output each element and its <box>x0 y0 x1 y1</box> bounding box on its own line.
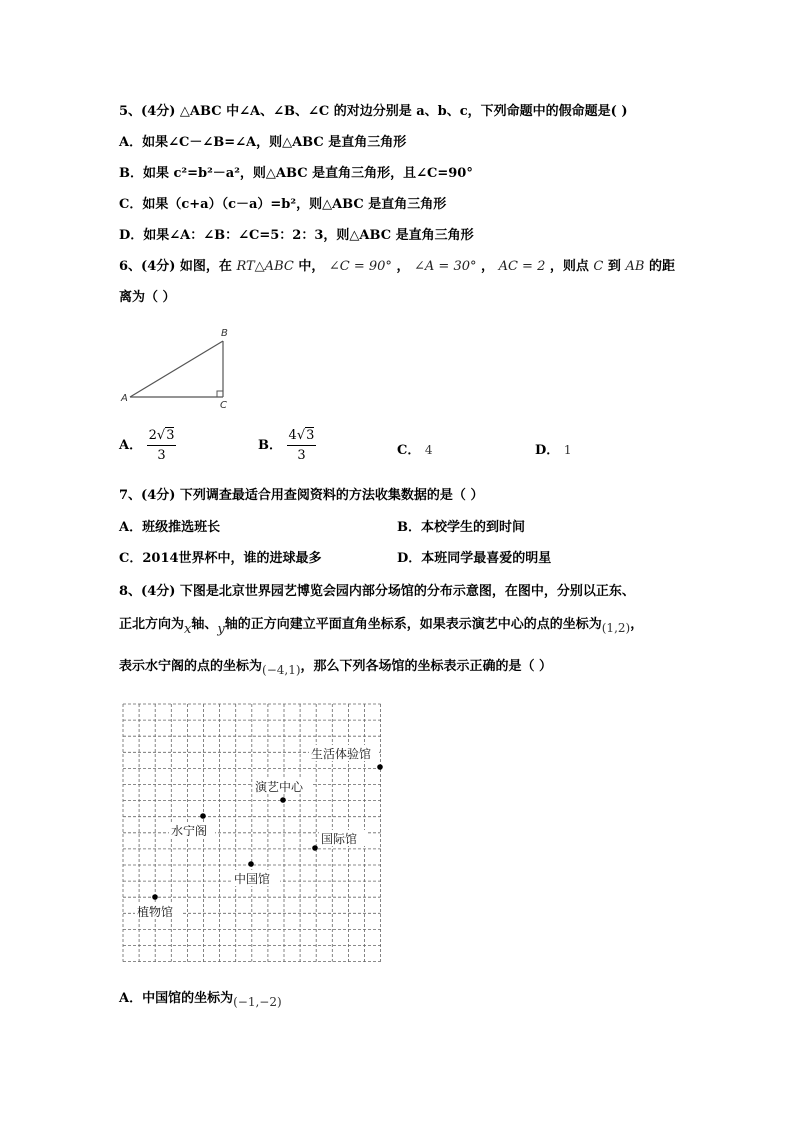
q6-rt-triangle: RT△ABC <box>236 259 294 274</box>
q7-option-c: C．2014世界杯中，谁的进球最多 <box>119 551 322 566</box>
q6-point-c: C <box>593 259 604 274</box>
q8-label-zhiwu: 植物馆 <box>137 905 174 919</box>
q6-option-a-label: A． <box>119 438 143 453</box>
q8-point-zhiwu <box>152 894 158 900</box>
q8-x-axis-symbol: x <box>184 622 192 637</box>
q6-side-ab <box>130 341 223 397</box>
q6-stem-mid1: 中， <box>298 259 325 274</box>
q8-point-shuining <box>200 813 206 819</box>
q8-line2-b: 轴、 <box>191 617 218 632</box>
q8-point-yanyi <box>280 797 286 803</box>
q8-option-a <box>119 990 282 1007</box>
q8-point-guoji <box>312 845 318 851</box>
q6-option-b <box>258 428 316 464</box>
q6-option-b-denominator: 3 <box>297 448 306 463</box>
q8-label-shuining: 水宁阁 <box>171 824 208 838</box>
q6-option-c-value: 4 <box>424 443 433 457</box>
q5-stem: 5、(4分) △ABC 中∠A、∠B、∠C 的对边分别是 a、b、c，下列命题中的假命题是( ) <box>119 104 628 119</box>
q6-side-ac: AC = 2 <box>498 259 546 274</box>
q6-sep1: ， <box>396 259 410 274</box>
q5-option-a: A．如果∠C－∠B=∠A，则△ABC 是直角三角形 <box>119 135 407 150</box>
q6-right-angle-mark <box>217 391 223 397</box>
q6-option-a <box>119 428 176 464</box>
q6-option-d-label: D． <box>535 443 560 458</box>
q7-stem: 7、(4分) 下列调查最适合用查阅资料的方法收集数据的是（ ） <box>119 488 484 503</box>
q6-option-a-radicand: 3 <box>166 428 175 443</box>
q6-option-a-fraction: $\frac{2√3}{3}$ <box>148 428 175 463</box>
q8-label-guoji: 国际馆 <box>321 832 358 846</box>
q8-line2-c: 轴的正方向建立平面直角坐标系，如果表示演艺中心的点的坐标为 <box>224 617 602 632</box>
q6-triangle-figure <box>116 322 240 414</box>
q6-option-d <box>535 442 571 459</box>
q5-option-c: C．如果（c+a）（c－a）=b²，则△ABC 是直角三角形 <box>119 197 447 212</box>
q6-stem-mid3: 到 <box>607 259 621 274</box>
q8-coord-yanyi: (1,2) <box>601 621 631 635</box>
q8-option-a-text: A．中国馆的坐标为 <box>119 991 234 1006</box>
q6-stem-end: 的距 <box>648 259 675 274</box>
q7-option-b: B．本校学生的到时间 <box>397 520 525 535</box>
q8-line2 <box>119 616 644 637</box>
q6-angle-a: ∠A = 30° <box>414 259 477 274</box>
q7-option-d: D．本班同学最喜爱的明星 <box>397 551 552 566</box>
q7-option-a: A．班级推选班长 <box>119 520 221 535</box>
q8-label-zhongguo: 中国馆 <box>234 872 271 886</box>
q5-option-d: D．如果∠A：∠B：∠C=5：2：3，则△ABC 是直角三角形 <box>119 228 474 243</box>
q8-coord-shuining: (−4,1) <box>262 663 301 677</box>
q8-label-yanyi: 演艺中心 <box>255 780 304 794</box>
q6-option-d-value: 1 <box>563 443 572 457</box>
q8-y-axis-symbol: y <box>217 622 225 637</box>
q8-line2-a: 正北方向为 <box>119 617 185 632</box>
q8-point-zhongguo <box>248 861 254 867</box>
q6-stem <box>119 259 675 275</box>
q8-line3-a: 表示水宁阁的点的坐标为 <box>119 659 263 674</box>
q8-line1: 8、(4分) 下图是北京世界园艺博览会园内部分场馆的分布示意图，在图中，分别以正东、 <box>119 584 635 599</box>
q6-label-b: B <box>221 328 228 339</box>
q6-option-b-radicand: 3 <box>306 428 315 443</box>
q6-stem-line2: 离为（ ） <box>119 290 176 305</box>
q8-label-shenghuo: 生活体验馆 <box>311 747 372 761</box>
q6-sep2: ， <box>481 259 495 274</box>
q6-option-b-label: B． <box>258 438 282 453</box>
q6-stem-pre: 6、(4分) 如图，在 <box>119 259 232 274</box>
q8-option-a-coord: (−1,−2) <box>233 995 282 1009</box>
q8-line3-b: ，那么下列各场馆的坐标表示正确的是（ ） <box>300 659 553 674</box>
q6-option-c <box>397 442 433 459</box>
q6-option-a-denominator: 3 <box>157 448 166 463</box>
q5-option-b: B．如果 c²=b²－a²，则△ABC 是直角三角形，且∠C=90° <box>119 166 473 181</box>
q6-option-a-coef: 2 <box>148 428 157 443</box>
q6-option-c-label: C． <box>397 443 421 458</box>
q6-option-b-fraction: $\frac{4√3}{3}$ <box>288 428 315 463</box>
q6-label-c: C <box>220 400 227 411</box>
q6-option-b-coef: 4 <box>288 428 297 443</box>
q6-segment-ab: AB <box>625 259 645 274</box>
q6-label-a: A <box>121 393 128 404</box>
q6-angle-c: ∠C = 90° <box>328 259 392 274</box>
q8-line3 <box>119 658 552 675</box>
q8-venue-map <box>115 698 389 970</box>
q6-stem-mid2: ，则点 <box>549 259 589 274</box>
q8-line2-d: ， <box>630 617 644 632</box>
q8-point-shenghuo <box>377 764 383 770</box>
